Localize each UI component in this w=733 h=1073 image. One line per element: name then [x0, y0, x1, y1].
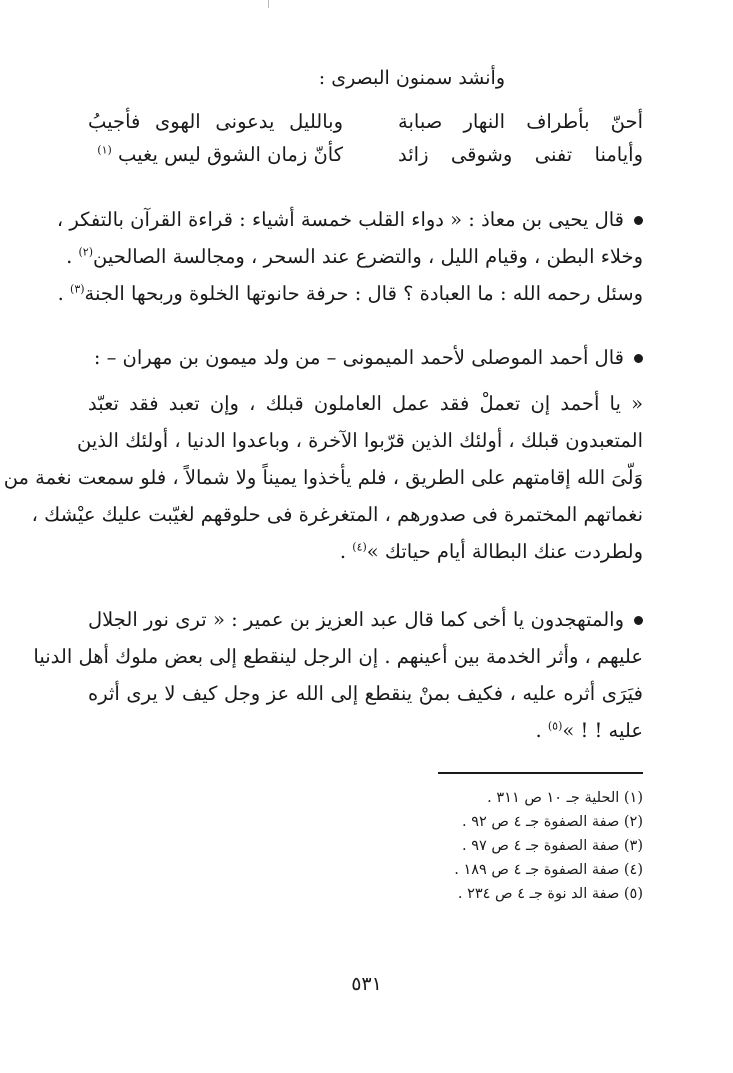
- paragraph-line: وَلّىَ الله إقامتهم على الطريق ، فلم يأخذوا يميناً ولا شمالاً ، فلو سمعت نغمة من: [3, 466, 643, 489]
- paragraph-line: ولطردت عنك البطالة أيام حياتك »$^{(٤)}$ .: [339, 540, 643, 563]
- footnote-ref: (٢): [78, 245, 93, 259]
- footnote: (٢) صفة الصفوة جـ ٤ ص ٩٢ .: [462, 814, 643, 830]
- paragraph-line: عليهم ، وأثر الخدمة بين أعينهم . إن الرجل لينقطع إلى بعض ملوك أهل الدنيا: [33, 645, 643, 668]
- verse-1-first-hemistich: أحنّ بأطراف النهار صبابة: [398, 110, 643, 133]
- footnote-divider: [438, 772, 643, 774]
- footnote-ref: (١): [97, 143, 112, 157]
- poem-intro: وأنشد سمنون البصرى :: [318, 67, 505, 89]
- verse-2-first-hemistich: وأيامنا تفنى وشوقى زائد: [398, 143, 643, 166]
- footnote-ref: (٤): [352, 540, 367, 554]
- footnote: (٥) صفة الد نوة جـ ٤ ص ٢٣٤ .: [457, 886, 643, 902]
- verse-2-second-hemistich: كأنّ زمان الشوق ليس يغيب $^{(١)}$: [97, 143, 343, 166]
- paragraph-line: المتعبدون قبلك ، أولئك الذين قرّبوا الآخرة ، وباعدوا الدنيا ، أولئك الذين: [77, 429, 643, 452]
- paragraph-line: قال أحمد الموصلى لأحمد الميمونى – من ولد ميمون بن مهران – :: [88, 346, 643, 370]
- footnote: (٣) صفة الصفوة جـ ٤ ص ٩٧ .: [462, 838, 643, 854]
- paragraph-line: نغماتهم المختمرة فى صدورهم ، المتغرغرة فى حلوقهم لغيّبت عليك عيْشك ،: [31, 503, 643, 526]
- footnote: (١) الحلية جـ ١٠ ص ٣١١ .: [487, 790, 643, 806]
- page-number: ٥٣١: [351, 973, 382, 995]
- bullet-icon: [634, 354, 643, 363]
- scan-mark: [268, 0, 269, 8]
- footnote-ref: (٣): [70, 282, 85, 296]
- paragraph-line: وخلاء البطن ، وقيام الليل ، والتضرع عند السحر ، ومجالسة الصالحين$^{(٢)}$ .: [66, 245, 643, 268]
- footnote: (٤) صفة الصفوة جـ ٤ ص ١٨٩ .: [454, 862, 643, 878]
- paragraph-line: وسئل رحمه الله : ما العبادة ؟ قال : حرفة حانوتها الخلوة وربحها الجنة$^{(٣)}$ .: [57, 282, 643, 305]
- bullet-icon: [634, 216, 643, 225]
- paragraph-line: قال يحيى بن معاذ : « دواء القلب خمسة أشياء : قراءة القرآن بالتفكر ،: [88, 208, 643, 232]
- paragraph-line: والمتهجدون يا أخى كما قال عبد العزيز بن عمير : « ترى نور الجلال: [88, 608, 643, 632]
- verse-1-second-hemistich: وبالليل يدعونى الهوى فأجيبُ: [88, 110, 343, 133]
- paragraph-line: عليه ! ! »$^{(٥)}$ .: [535, 719, 643, 742]
- bullet-icon: [634, 616, 643, 625]
- paragraph-line: فيَرَى أثره عليه ، فكيف بمنْ ينقطع إلى الله عز وجل كيف لا يرى أثره: [88, 682, 643, 705]
- footnote-ref: (٥): [547, 719, 563, 733]
- paragraph-line: « يا أحمد إن تعملْ فقد عمل العاملون قبلك ، وإن تعبد فقد تعبّد: [88, 392, 643, 415]
